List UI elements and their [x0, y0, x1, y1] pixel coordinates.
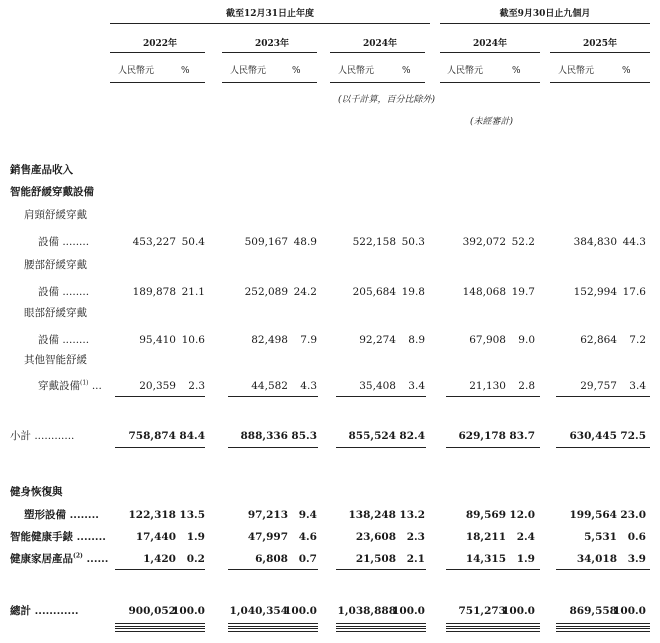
year-rule [110, 52, 205, 53]
year-2025-9m: 2025年 [582, 39, 618, 49]
row-value-percent: 3.4 [408, 380, 425, 392]
unit-pct: % [402, 66, 411, 76]
section-revenue-title: 銷售產品收入 [10, 164, 73, 176]
fitness-value-percent: 1.9 [516, 553, 535, 565]
row-label-line2: 設備 ........ [38, 236, 90, 248]
year-rule [222, 52, 317, 53]
row-value-amount: 62,864 [580, 334, 617, 346]
fitness-value-percent: 0.7 [298, 553, 317, 565]
note-unaudited: (未經審計) [470, 117, 514, 127]
fitness-value-amount: 1,420 [143, 553, 176, 565]
total-value-percent: 100.0 [284, 605, 317, 617]
fitness-value-amount: 6,808 [255, 553, 288, 565]
unit-rmb: 人民幣元 [558, 66, 595, 76]
total-value-amount: 900,052 [128, 605, 176, 617]
total-value-amount: 1,040,354 [229, 605, 288, 617]
fitness-value-percent: 23.0 [620, 509, 646, 521]
row-value-amount: 384,830 [573, 236, 617, 248]
fitness-value-percent: 1.9 [186, 531, 205, 543]
row-value-percent: 7.2 [629, 334, 646, 346]
subtotal-value-percent: 72.5 [620, 430, 646, 442]
total-value-amount: 751,273 [458, 605, 506, 617]
col-rule [228, 447, 318, 448]
fitness-value-amount: 17,440 [135, 531, 176, 543]
row-value-percent: 50.4 [181, 236, 205, 248]
unit-rule [440, 82, 540, 83]
year-2023: 2023年 [254, 39, 290, 49]
total-value-percent: 100.0 [392, 605, 425, 617]
fitness-value-percent: 2.1 [406, 553, 425, 565]
double-rule [115, 623, 205, 627]
row-value-amount: 148,068 [462, 286, 506, 298]
row-value-amount: 35,408 [359, 380, 396, 392]
row-value-percent: 4.3 [300, 380, 317, 392]
subtotal-value-percent: 82.4 [399, 430, 425, 442]
subtotal-value-percent: 84.4 [179, 430, 205, 442]
fitness-row-text: 健康家居產品 [10, 553, 73, 565]
total-value-amount: 1,038,888 [337, 605, 396, 617]
fitness-value-amount: 34,018 [576, 553, 617, 565]
fitness-value-amount: 199,564 [569, 509, 617, 521]
double-rule [336, 628, 426, 632]
fitness-value-percent: 0.2 [186, 553, 205, 565]
row-label-dots: ... [88, 380, 102, 392]
subtotal-value-amount: 855,524 [348, 430, 396, 442]
subtotal-value-amount: 629,178 [458, 430, 506, 442]
row-value-percent: 52.2 [511, 236, 535, 248]
fitness-value-percent: 9.4 [298, 509, 317, 521]
subtotal-value-amount: 630,445 [569, 430, 617, 442]
col-rule [170, 396, 205, 397]
double-rule [336, 623, 426, 627]
row-value-amount: 509,167 [244, 236, 288, 248]
fitness-row-label: 塑形設備 ........ [24, 509, 99, 521]
double-rule [446, 628, 540, 632]
total-value-percent: 100.0 [172, 605, 205, 617]
fitness-value-percent: 2.3 [406, 531, 425, 543]
unit-rule [110, 82, 205, 83]
col-rule [115, 447, 205, 448]
row-value-percent: 8.9 [408, 334, 425, 346]
row-label-line2: 設備 ........ [38, 286, 90, 298]
fitness-row-label [10, 553, 108, 565]
col-rule [336, 447, 426, 448]
unit-rule [330, 82, 425, 83]
year-2024: 2024年 [362, 39, 398, 49]
fitness-value-percent: 13.5 [179, 509, 205, 521]
unit-pct: % [622, 66, 631, 76]
col-rule [556, 569, 650, 570]
row-label-line2: 設備 ........ [38, 334, 90, 346]
year-rule [330, 52, 425, 53]
row-label-line2 [38, 380, 102, 392]
col-rule [336, 569, 426, 570]
fitness-value-percent: 4.6 [298, 531, 317, 543]
row-value-amount: 152,994 [573, 286, 617, 298]
col-rule [556, 447, 650, 448]
row-value-percent: 48.9 [293, 236, 317, 248]
col-rule [228, 569, 318, 570]
row-value-amount: 522,158 [352, 236, 396, 248]
total-label: 總計 ............ [10, 605, 79, 617]
row-value-amount: 29,757 [580, 380, 617, 392]
row-value-percent: 21.1 [181, 286, 205, 298]
unit-pct: % [512, 66, 521, 76]
row-label-line1: 其他智能舒緩 [24, 354, 87, 366]
row-value-amount: 252,089 [244, 286, 288, 298]
row-value-percent: 19.8 [401, 286, 425, 298]
unit-rule [550, 82, 650, 83]
row-value-amount: 82,498 [251, 334, 288, 346]
fitness-row-label: 智能健康手錶 ........ [10, 531, 106, 543]
row-value-percent: 2.8 [518, 380, 535, 392]
fitness-value-amount: 138,248 [348, 509, 396, 521]
row-label-dots: ...... [82, 553, 109, 565]
double-rule [228, 623, 318, 627]
row-label-line1: 眼部舒緩穿戴 [24, 307, 87, 319]
header-period-nine: 截至9月30日止九個月 [499, 9, 591, 19]
fitness-value-amount: 122,318 [128, 509, 176, 521]
double-rule [556, 623, 650, 627]
fitness-value-amount: 5,531 [584, 531, 617, 543]
double-rule [228, 628, 318, 632]
unit-rmb: 人民幣元 [338, 66, 375, 76]
section-smart-title: 智能舒緩穿戴設備 [10, 186, 94, 198]
row-value-percent: 44.3 [622, 236, 646, 248]
fitness-value-amount: 14,315 [465, 553, 506, 565]
total-value-percent: 100.0 [502, 605, 535, 617]
row-value-amount: 67,908 [469, 334, 506, 346]
row-value-percent: 3.4 [629, 380, 646, 392]
header-period-year: 截至12月31日止年度 [225, 9, 315, 19]
note-thousands: (以千計算，百分比除外) [338, 95, 436, 105]
double-rule [115, 628, 205, 632]
row-value-amount: 92,274 [359, 334, 396, 346]
fitness-value-percent: 0.6 [627, 531, 646, 543]
year-rule [550, 52, 650, 53]
year-rule [440, 52, 540, 53]
col-rule [228, 396, 318, 397]
unit-rule [222, 82, 317, 83]
col-rule [115, 569, 205, 570]
header-rule [440, 23, 650, 24]
year-2024-9m: 2024年 [472, 39, 508, 49]
fitness-value-percent: 12.0 [509, 509, 535, 521]
row-value-percent: 50.3 [401, 236, 425, 248]
row-value-amount: 95,410 [139, 334, 176, 346]
row-value-percent: 19.7 [511, 286, 535, 298]
row-label-line1: 腰部舒緩穿戴 [24, 259, 87, 271]
row-value-percent: 2.3 [188, 380, 205, 392]
unit-rmb: 人民幣元 [118, 66, 155, 76]
row-value-amount: 21,130 [469, 380, 506, 392]
col-rule [446, 569, 540, 570]
row-value-percent: 10.6 [181, 334, 205, 346]
row-value-amount: 205,684 [352, 286, 396, 298]
col-rule [446, 396, 540, 397]
total-value-amount: 869,558 [569, 605, 617, 617]
double-rule [556, 628, 650, 632]
row-value-amount: 20,359 [139, 380, 176, 392]
row-value-amount: 392,072 [462, 236, 506, 248]
subtotal-value-percent: 85.3 [291, 430, 317, 442]
row-value-percent: 9.0 [518, 334, 535, 346]
unit-rmb: 人民幣元 [230, 66, 267, 76]
row-value-percent: 7.9 [300, 334, 317, 346]
footnote-marker: (1) [80, 379, 89, 387]
year-2022: 2022年 [142, 39, 178, 49]
row-value-percent: 17.6 [622, 286, 646, 298]
fitness-value-amount: 18,211 [465, 531, 506, 543]
subtotal-label: 小計 ............ [10, 430, 75, 442]
row-label-text: 穿戴設備 [38, 380, 80, 392]
row-value-amount: 453,227 [132, 236, 176, 248]
double-rule [446, 623, 540, 627]
fitness-value-amount: 21,508 [355, 553, 396, 565]
section-fitness-title: 健身恢復與 [10, 486, 63, 498]
fitness-value-amount: 23,608 [355, 531, 396, 543]
col-rule [446, 447, 540, 448]
subtotal-value-percent: 83.7 [509, 430, 535, 442]
fitness-value-amount: 47,997 [247, 531, 288, 543]
fitness-value-amount: 97,213 [247, 509, 288, 521]
fitness-value-percent: 3.9 [627, 553, 646, 565]
unit-rmb: 人民幣元 [447, 66, 484, 76]
fitness-value-percent: 13.2 [399, 509, 425, 521]
row-value-percent: 24.2 [293, 286, 317, 298]
subtotal-value-amount: 888,336 [240, 430, 288, 442]
col-rule [336, 396, 426, 397]
header-rule [110, 23, 430, 24]
row-label-line1: 肩頸舒緩穿戴 [24, 209, 87, 221]
row-value-amount: 189,878 [132, 286, 176, 298]
fitness-value-amount: 89,569 [465, 509, 506, 521]
unit-pct: % [181, 66, 190, 76]
row-value-amount: 44,582 [251, 380, 288, 392]
fitness-value-percent: 2.4 [516, 531, 535, 543]
total-value-percent: 100.0 [613, 605, 646, 617]
subtotal-value-amount: 758,874 [128, 430, 176, 442]
col-rule [556, 396, 650, 397]
footnote-marker: (2) [73, 552, 83, 560]
unit-pct: % [292, 66, 301, 76]
